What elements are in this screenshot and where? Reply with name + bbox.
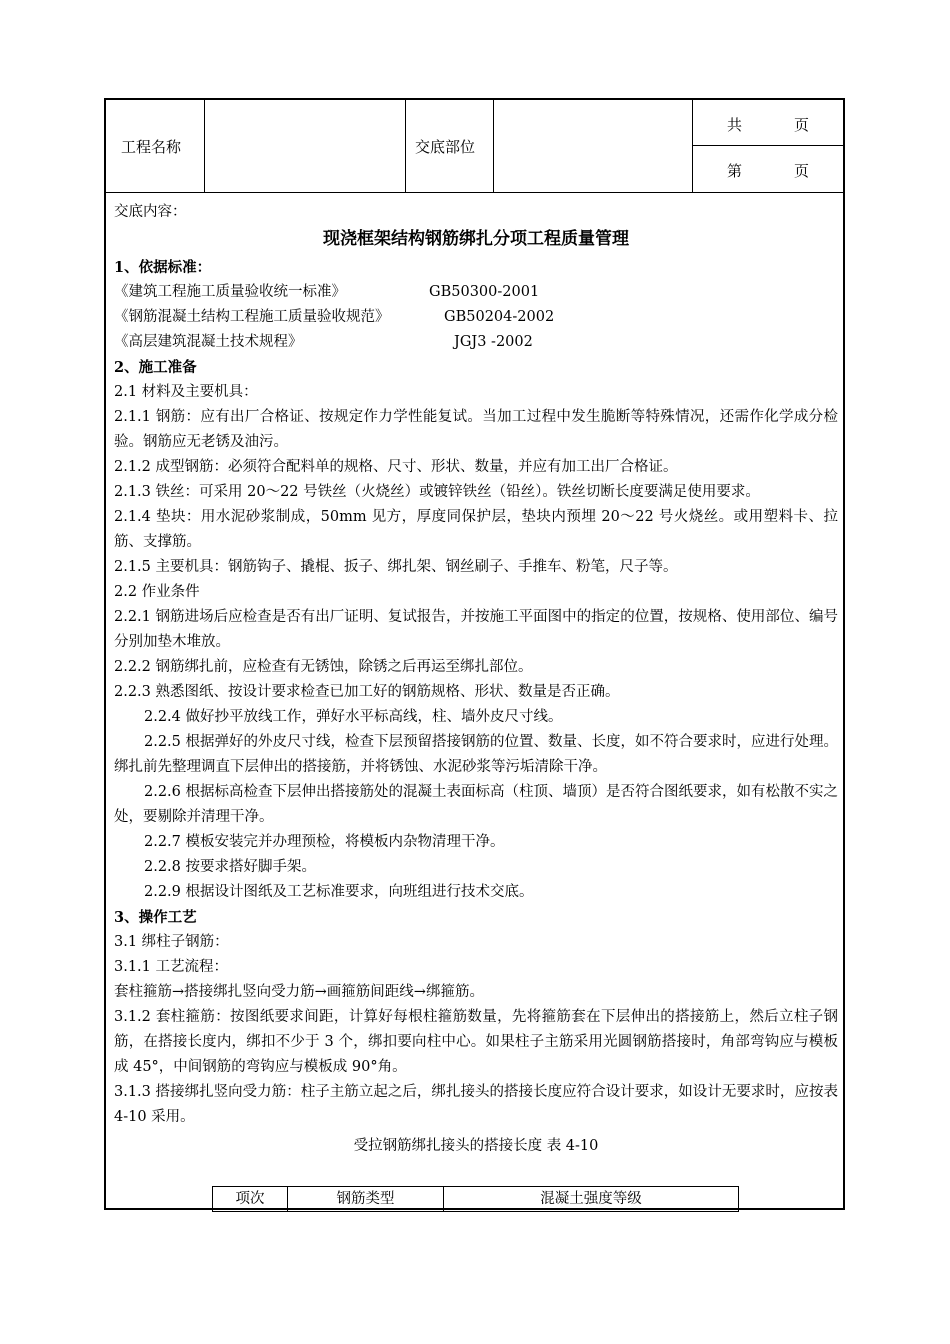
standard-name: 《建筑工程施工质量验收统一标准》 <box>114 284 346 300</box>
paragraph: 2.1 材料及主要机具： <box>114 384 258 400</box>
header-divider <box>204 100 205 192</box>
paragraph: 2.2.8 按要求搭好脚手架。 <box>144 859 317 875</box>
paragraph: 2.2.9 根据设计图纸及工艺标准要求，向班组进行技术交底。 <box>144 884 534 900</box>
standard-code: GB50300-2001 <box>429 284 540 300</box>
section-heading: 3、操作工艺 <box>114 909 197 926</box>
paragraph: 2.2.4 做好抄平放线工作，弹好水平标高线，柱、墙外皮尺寸线。 <box>144 709 563 725</box>
header-divider <box>692 145 843 146</box>
document-title: 现浇框架结构钢筋绑扎分项工程质量管理 <box>323 229 629 249</box>
paragraph: 3.1 绑柱子钢筋： <box>114 934 229 950</box>
paragraph: 2.2.7 模板安装完并办理预检，将模板内杂物清理干净。 <box>144 834 505 850</box>
page-number-unit: 页 <box>794 162 810 180</box>
paragraph: 2.1.2 成型钢筋：必须符合配料单的规格、尺寸、形状、数量，并应有加工出厂合格证。 <box>114 459 678 475</box>
page-number-label: 第 <box>727 162 743 180</box>
paragraph: 2.1.4 垫块：用水泥砂浆制成，50mm 见方，厚度同保护层，垫块内预埋 20～22 号火烧丝。或用塑料卡、拉筋、支撑筋。 <box>114 509 838 550</box>
document-frame <box>104 98 845 1210</box>
section-heading: 2、施工准备 <box>114 359 197 376</box>
intro-label: 交底内容： <box>114 204 187 220</box>
standard-code: JGJ3 -2002 <box>454 334 533 350</box>
paragraph: 2.2.6 根据标高检查下层伸出搭接筋处的混凝土表面标高（柱顶、墙顶）是否符合图纸要求，如有松散不实之处，要剔除并清理干净。 <box>114 784 838 825</box>
standard-ref <box>114 280 838 305</box>
total-pages-label: 共 <box>727 116 743 134</box>
total-pages-unit: 页 <box>794 116 810 134</box>
table-header-cell: 钢筋类型 <box>336 1191 395 1207</box>
header-table <box>106 100 843 193</box>
standard-name: 《钢筋混凝土结构工程施工质量验收规范》 <box>114 309 390 325</box>
process-flow: 套柱箍筋→搭接绑扎竖向受力筋→画箍筋间距线→绑箍筋。 <box>114 984 484 1000</box>
header-divider <box>405 100 406 192</box>
section-heading: 1、依据标准： <box>114 259 212 276</box>
disclosure-content <box>114 200 838 1159</box>
paragraph: 3.1.2 套柱箍筋：按图纸要求间距，计算好每根柱箍筋数量，先将箍筋套在下层伸出的搭接筋上，然后立柱子钢筋，在搭接长度内，绑扣不少于 3 个，绑扣要向柱中心。如果柱子主筋采用光圆钢筋搭接时，角部弯钩应与模板成 45°，中间钢筋的弯钩应与模板成 90°角。 <box>114 1009 838 1075</box>
lap-length-table-header <box>212 1186 739 1212</box>
standard-ref <box>114 330 838 355</box>
paragraph: 2.2 作业条件 <box>114 584 200 600</box>
paragraph: 2.2.2 钢筋绑扎前，应检查有无锈蚀，除锈之后再运至绑扎部位。 <box>114 659 533 675</box>
header-divider <box>493 100 494 192</box>
paragraph: 2.2.1 钢筋进场后应检查是否有出厂证明、复试报告，并按施工平面图中的指定的位置，按规格、使用部位、编号分别加垫木堆放。 <box>114 609 838 650</box>
standard-ref <box>114 305 838 330</box>
table-caption: 受拉钢筋绑扎接头的搭接长度 表 4-10 <box>353 1138 599 1154</box>
header-divider <box>692 100 693 192</box>
paragraph: 2.2.3 熟悉图纸、按设计要求检查已加工好的钢筋规格、形状、数量是否正确。 <box>114 684 620 700</box>
standard-code: GB50204-2002 <box>444 309 555 325</box>
paragraph: 2.1.1 钢筋：应有出厂合格证、按规定作力学性能复试。当加工过程中发生脆断等特殊情况，还需作化学成分检验。钢筋应无老锈及油污。 <box>114 409 838 450</box>
disclosure-part-label: 交底部位 <box>415 138 476 156</box>
paragraph: 2.1.3 铁丝：可采用 20～22 号铁丝（火烧丝）或镀锌铁丝（铅丝）。铁丝切断长度要满足使用要求。 <box>114 484 760 500</box>
table-header-cell: 混凝土强度等级 <box>540 1191 642 1207</box>
standard-name: 《高层建筑混凝土技术规程》 <box>114 334 303 350</box>
paragraph: 3.1.1 工艺流程： <box>114 959 229 975</box>
table-header-cell: 项次 <box>235 1191 265 1207</box>
paragraph: 2.1.5 主要机具：钢筋钩子、撬棍、扳子、绑扎架、钢丝刷子、手推车、粉笔，尺子等。 <box>114 559 678 575</box>
paragraph: 2.2.5 根据弹好的外皮尺寸线，检查下层预留搭接钢筋的位置、数量、长度，如不符合要求时，应进行处理。绑扎前先整理调直下层伸出的搭接筋，并将锈蚀、水泥砂浆等污垢清除干净。 <box>114 734 838 775</box>
project-name-label: 工程名称 <box>121 138 182 156</box>
paragraph: 3.1.3 搭接绑扎竖向受力筋：柱子主筋立起之后，绑扎接头的搭接长度应符合设计要求，如设计无要求时，应按表 4-10 采用。 <box>114 1084 838 1125</box>
